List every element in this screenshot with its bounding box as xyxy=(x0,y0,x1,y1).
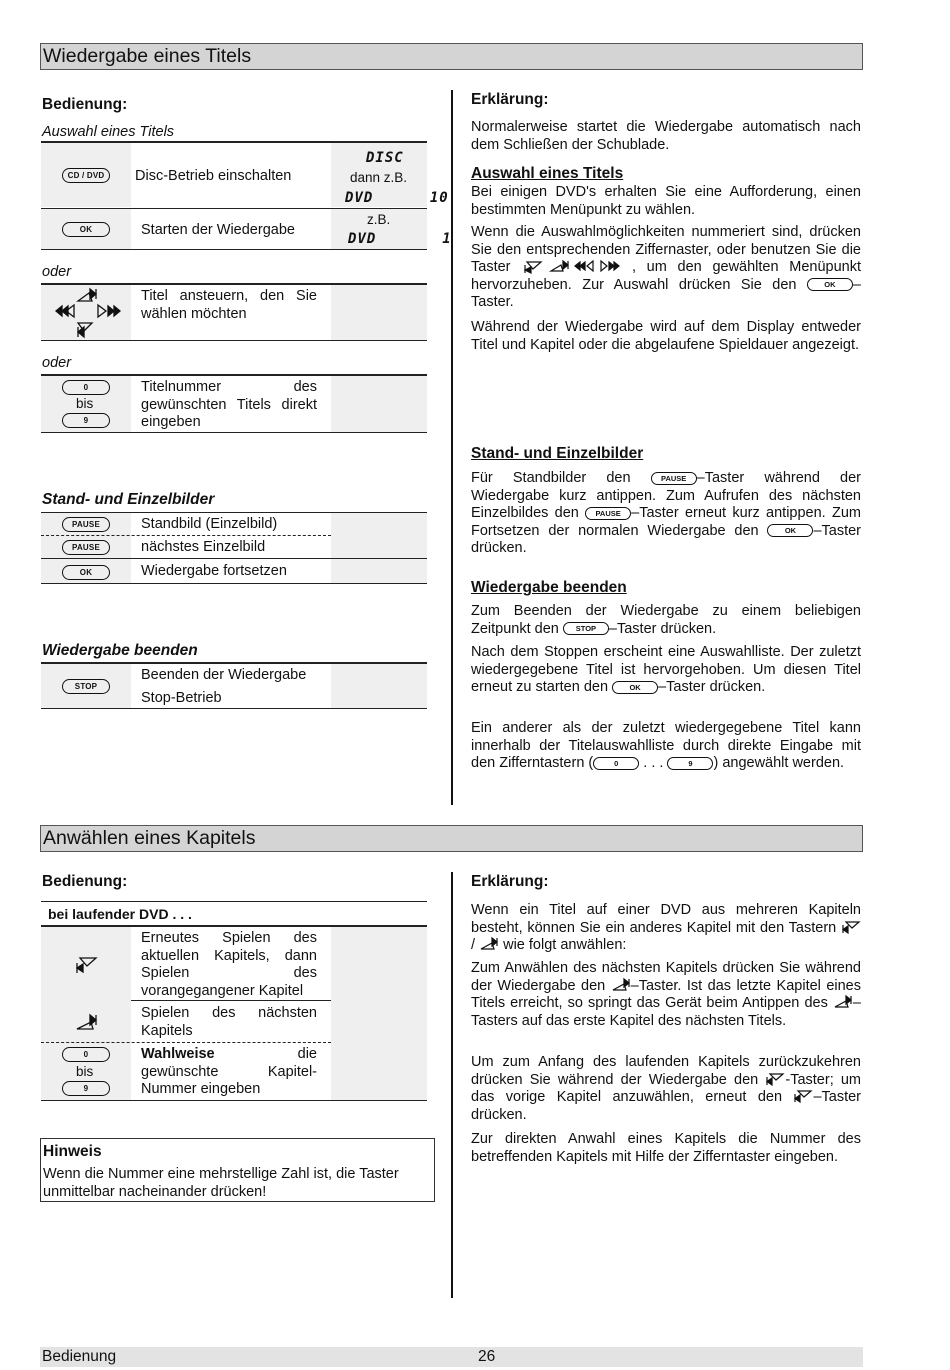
hint-text: Wenn die Nummer eine mehrstellige Zahl ist, die Taster unmittelbar nacheinander drücken! xyxy=(43,1166,399,1200)
previous-chapter-icon xyxy=(841,920,861,934)
text: Für Standbilder den xyxy=(471,470,631,486)
text: Wenn die Auswahlmöglichkeiten nummeriert sind, drücken Sie den entsprechenden Ziffernaster, oder benutzen Sie die Taster xyxy=(471,224,861,276)
bold-text: Wahlweise xyxy=(141,1046,215,1062)
text: die gewünschte Kapitel-Nummer eingeben xyxy=(141,1046,317,1097)
text: -Taster; um das vorige Kapitel anzuwählen, erneut den xyxy=(471,1071,862,1106)
paragraph xyxy=(471,224,861,312)
hint-box xyxy=(40,1138,435,1202)
rule xyxy=(41,1100,427,1101)
rule xyxy=(41,583,427,584)
column-divider xyxy=(451,872,453,1298)
shade xyxy=(331,927,427,1100)
text: –Taster drücken. xyxy=(608,620,717,637)
left-heading: Bedienung: xyxy=(42,96,128,113)
oder-label: oder xyxy=(42,264,72,280)
nav-keys-icon xyxy=(521,259,621,273)
next-chapter-icon xyxy=(833,995,853,1009)
previous-chapter-icon xyxy=(765,1072,785,1086)
subheading: Stand- und Einzelbilder xyxy=(471,445,644,462)
text: –Tasters auf das erste Kapitel des nächsten Titels. xyxy=(471,995,861,1029)
next-chapter-icon[interactable] xyxy=(74,1012,100,1032)
oder-label: oder xyxy=(42,355,72,371)
shade xyxy=(331,664,427,708)
ok-key: OK xyxy=(807,278,853,291)
text: –Taster während der Wiedergabe kurz antippen. Zum Aufrufen des nächsten Einzelbildes den xyxy=(471,470,862,522)
previous-chapter-icon[interactable] xyxy=(74,955,100,975)
display-disc: DISC xyxy=(366,150,404,166)
text: –Taster drücken. xyxy=(471,1089,862,1123)
bis-label: bis xyxy=(76,1064,94,1079)
footer-label: Bedienung xyxy=(42,1348,117,1365)
ende-heading: Wiedergabe beenden xyxy=(42,642,198,659)
paragraph xyxy=(471,470,861,558)
paragraph: Zur direkten Anwahl eines Kapitels die Nummer des betreffenden Kapitels mit Hilfe der Zifferntaster eingeben. xyxy=(471,1131,861,1165)
ok-key: OK xyxy=(612,681,658,694)
rule xyxy=(131,1000,331,1001)
rule xyxy=(41,340,427,341)
pause-key[interactable]: PAUSE xyxy=(62,540,110,555)
stand-heading: Stand- und Einzelbilder xyxy=(42,491,215,508)
text: Nach dem Stoppen erscheint eine Auswahlliste. Der zuletzt wiedergegebene Titel ist hervorgehoben. Um diesen Titel erneut zu starten den xyxy=(471,644,861,696)
dashed-divider xyxy=(41,535,331,536)
digit-9-key: 9 xyxy=(667,757,713,770)
text: –Taster drücken. xyxy=(658,679,766,696)
sub-heading: bei laufender DVD . . . xyxy=(48,906,192,922)
text: Zum Anwählen des nächsten Kapitels drücken Sie während der Wiedergabe den xyxy=(471,960,861,994)
section-title-banner xyxy=(40,43,863,70)
text: ) angewählt werden. xyxy=(713,755,845,772)
text: Ein anderer als der zuletzt wiedergegebene Titel kann innerhalb der Titelauswahlliste durch direkte Eingabe mit den Zifferntastern ( xyxy=(471,720,861,772)
pause-key[interactable]: PAUSE xyxy=(62,517,110,532)
rule xyxy=(41,708,427,709)
digit-0-key[interactable]: 0 xyxy=(62,380,110,395)
rule xyxy=(41,558,427,559)
rule xyxy=(41,901,427,902)
section-title-banner xyxy=(40,825,863,852)
row-text: Wiedergabe fortsetzen xyxy=(141,563,287,579)
paragraph xyxy=(471,603,861,638)
bis-label: bis xyxy=(76,396,94,411)
digit-0-key[interactable]: 0 xyxy=(62,1047,110,1062)
text: , um den gewählten Menüpunkt hervorzuheben. Zur Auswahl drücken Sie den xyxy=(471,259,862,293)
shade xyxy=(331,513,427,583)
row-text: Erneutes Spielen des aktuellen Kapitels, dann Spielen des vorangegangener Kapitel xyxy=(141,930,317,999)
row-text: Disc-Betrieb einschalten xyxy=(135,168,292,184)
previous-chapter-icon xyxy=(793,1089,813,1103)
ok-key[interactable]: OK xyxy=(62,565,110,580)
digit-9-key[interactable]: 9 xyxy=(62,1081,110,1096)
row-text: Spielen des nächsten Kapitels xyxy=(141,1005,317,1039)
display-caption: dann z.B. xyxy=(350,170,408,185)
subheading: Auswahl eines Titels xyxy=(471,165,624,182)
subheading: Wiedergabe beenden xyxy=(471,579,627,596)
row-text: Beenden der Wiedergabe xyxy=(141,667,307,683)
paragraph xyxy=(471,902,861,955)
row-text: Standbild (Einzelbild) xyxy=(141,516,278,532)
text: Zum Beenden der Wiedergabe zu einem beliebigen Zeitpunkt den xyxy=(471,603,861,637)
text: –Taster erneut kurz antippen. Zum Fortsetzen der normalen Wiedergabe den xyxy=(471,505,861,539)
left-heading: Bedienung: xyxy=(42,873,128,890)
display-value: DVD 1 xyxy=(348,231,452,247)
footer-bar xyxy=(40,1347,863,1367)
pause-key: PAUSE xyxy=(585,507,631,520)
shade xyxy=(331,376,427,432)
cd-dvd-key[interactable]: CD / DVD xyxy=(62,168,110,183)
navigation-keys-icon[interactable] xyxy=(52,287,122,339)
section-title: Anwählen eines Kapitels xyxy=(43,827,256,849)
display-caption: z.B. xyxy=(367,212,391,227)
page-number: 26 xyxy=(478,1348,496,1365)
next-chapter-icon xyxy=(479,937,499,951)
text: . . . xyxy=(643,755,664,772)
stop-key[interactable]: STOP xyxy=(62,679,110,694)
paragraph xyxy=(471,960,861,1030)
paragraph: Bei einigen DVD's erhalten Sie eine Aufforderung, einen bestimmten Menüpunkt zu wählen. xyxy=(471,184,861,218)
text: Wenn ein Titel auf einer DVD aus mehreren Kapiteln besteht, können Sie ein anderes Kapitel mit den Tastern xyxy=(471,902,861,936)
text: –Taster. Ist das letzte Kapitel eines Titels erreicht, so springt das Gerät beim Antippen des xyxy=(471,977,861,1012)
digit-9-key[interactable]: 9 xyxy=(62,413,110,428)
display-value: DVD 10 xyxy=(345,190,449,206)
text: Um zum Anfang des laufenden Kapitels zurückzukehren drücken Sie während der Wiedergabe den xyxy=(471,1054,861,1088)
paragraph xyxy=(471,1054,861,1124)
pause-key: PAUSE xyxy=(651,472,697,485)
row-text: Titel ansteuern, den Sie wählen möchten xyxy=(141,288,317,322)
paragraph: Normalerweise startet die Wiedergabe automatisch nach dem Schließen der Schublade. xyxy=(471,119,861,153)
next-chapter-icon xyxy=(611,978,631,992)
column-divider xyxy=(451,90,453,805)
row-text: nächstes Einzelbild xyxy=(141,539,266,555)
rule xyxy=(41,249,427,250)
text: –Taster. xyxy=(471,276,861,311)
text: –Taster drücken. xyxy=(471,522,862,557)
paragraph xyxy=(471,644,861,697)
section-title: Wiedergabe eines Titels xyxy=(43,45,252,67)
text: wie folgt anwählen: xyxy=(503,937,627,954)
ok-key: OK xyxy=(767,524,813,537)
digit-0-key: 0 xyxy=(593,757,639,770)
shade xyxy=(331,285,427,340)
sub-heading-auswahl: Auswahl eines Titels xyxy=(42,124,175,140)
right-heading: Erklärung: xyxy=(471,873,549,890)
right-heading: Erklärung: xyxy=(471,91,549,108)
row-text xyxy=(141,1046,317,1099)
row-text: Starten der Wiedergabe xyxy=(141,222,295,238)
row-text: Titelnummer des gewünschten Titels direkt eingeben xyxy=(141,379,317,430)
paragraph: Während der Wiedergabe wird auf dem Display entweder Titel und Kapitel oder die abgelaufene Spieldauer angezeigt. xyxy=(471,319,861,353)
rule xyxy=(41,432,427,433)
paragraph xyxy=(471,720,861,773)
text: / xyxy=(471,937,476,954)
dashed-divider xyxy=(41,1042,331,1043)
hint-title: Hinweis xyxy=(43,1143,102,1160)
stop-key: STOP xyxy=(563,622,609,635)
row-text: Stop-Betrieb xyxy=(141,690,222,706)
ok-key[interactable]: OK xyxy=(62,222,110,237)
